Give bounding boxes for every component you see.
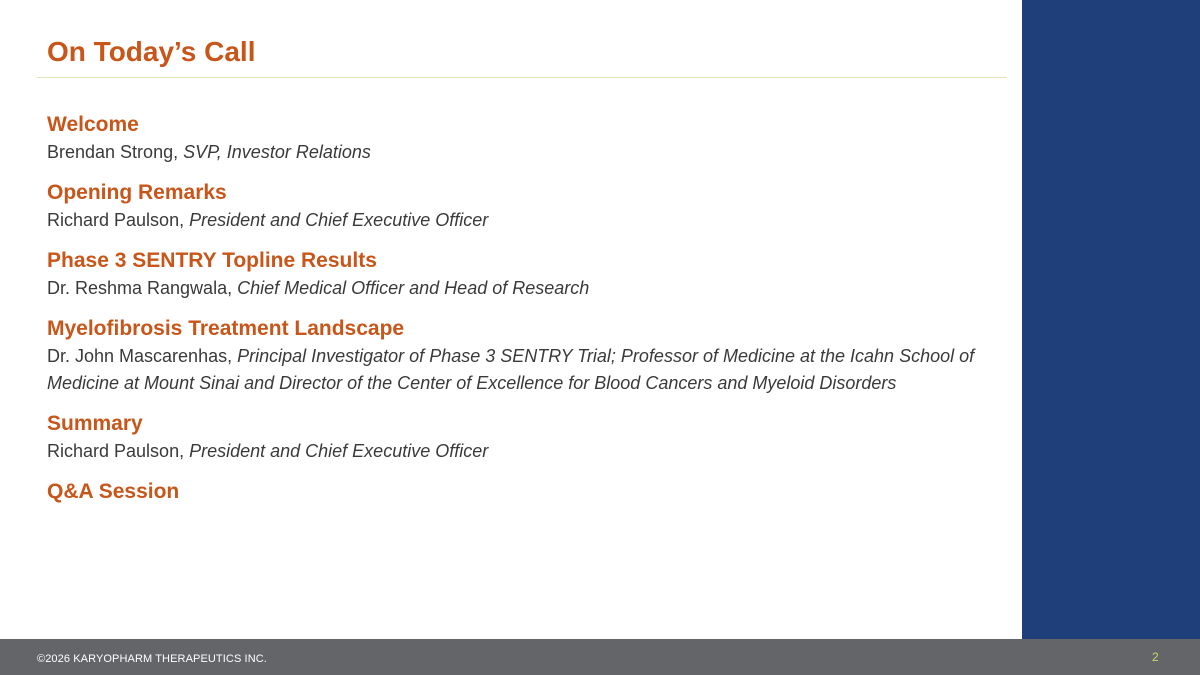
speaker-role: Principal Investigator of Phase 3 SENTRY Trial; Professor of Medicine at the Icahn School of Medicine at Mount Sinai and Director of the Center of Excellence for Blood Cancers and Myeloid Disorders xyxy=(47,346,975,393)
agenda-item-qa-session xyxy=(47,479,997,505)
agenda-heading: Q&A Session xyxy=(47,480,180,503)
agenda-list xyxy=(47,112,997,519)
agenda-item-treatment-landscape xyxy=(47,316,997,397)
agenda-speaker xyxy=(47,343,997,397)
speaker-name: Richard Paulson, xyxy=(47,210,190,230)
page-number: 2 xyxy=(1152,650,1159,664)
copyright-text: ©2026 KARYOPHARM THERAPEUTICS INC. xyxy=(37,653,267,665)
speaker-role: SVP, Investor Relations xyxy=(183,142,371,162)
speaker-role: President and Chief Executive Officer xyxy=(189,210,489,230)
agenda-speaker xyxy=(47,275,997,302)
agenda-heading: Myelofibrosis Treatment Landscape xyxy=(47,317,405,340)
agenda-heading: Summary xyxy=(47,412,143,435)
speaker-name: Richard Paulson, xyxy=(47,441,190,461)
agenda-speaker xyxy=(47,207,997,234)
speaker-role: President and Chief Executive Officer xyxy=(189,441,489,461)
agenda-heading: Opening Remarks xyxy=(47,181,227,204)
speaker-name: Brendan Strong, xyxy=(47,142,184,162)
agenda-item-summary xyxy=(47,411,997,465)
title-divider xyxy=(37,77,1007,78)
speaker-role: Chief Medical Officer and Head of Research xyxy=(237,278,590,298)
slide-title: On Today’s Call xyxy=(47,36,256,67)
agenda-speaker xyxy=(47,438,997,465)
agenda-speaker xyxy=(47,139,997,166)
agenda-heading: Welcome xyxy=(47,113,139,136)
agenda-item-opening-remarks xyxy=(47,180,997,234)
agenda-item-topline-results xyxy=(47,248,997,302)
agenda-heading: Phase 3 SENTRY Topline Results xyxy=(47,249,377,272)
speaker-name: Dr. John Mascarenhas, xyxy=(47,346,238,366)
side-panel xyxy=(1022,0,1200,639)
speaker-name: Dr. Reshma Rangwala, xyxy=(47,278,238,298)
agenda-item-welcome xyxy=(47,112,997,166)
